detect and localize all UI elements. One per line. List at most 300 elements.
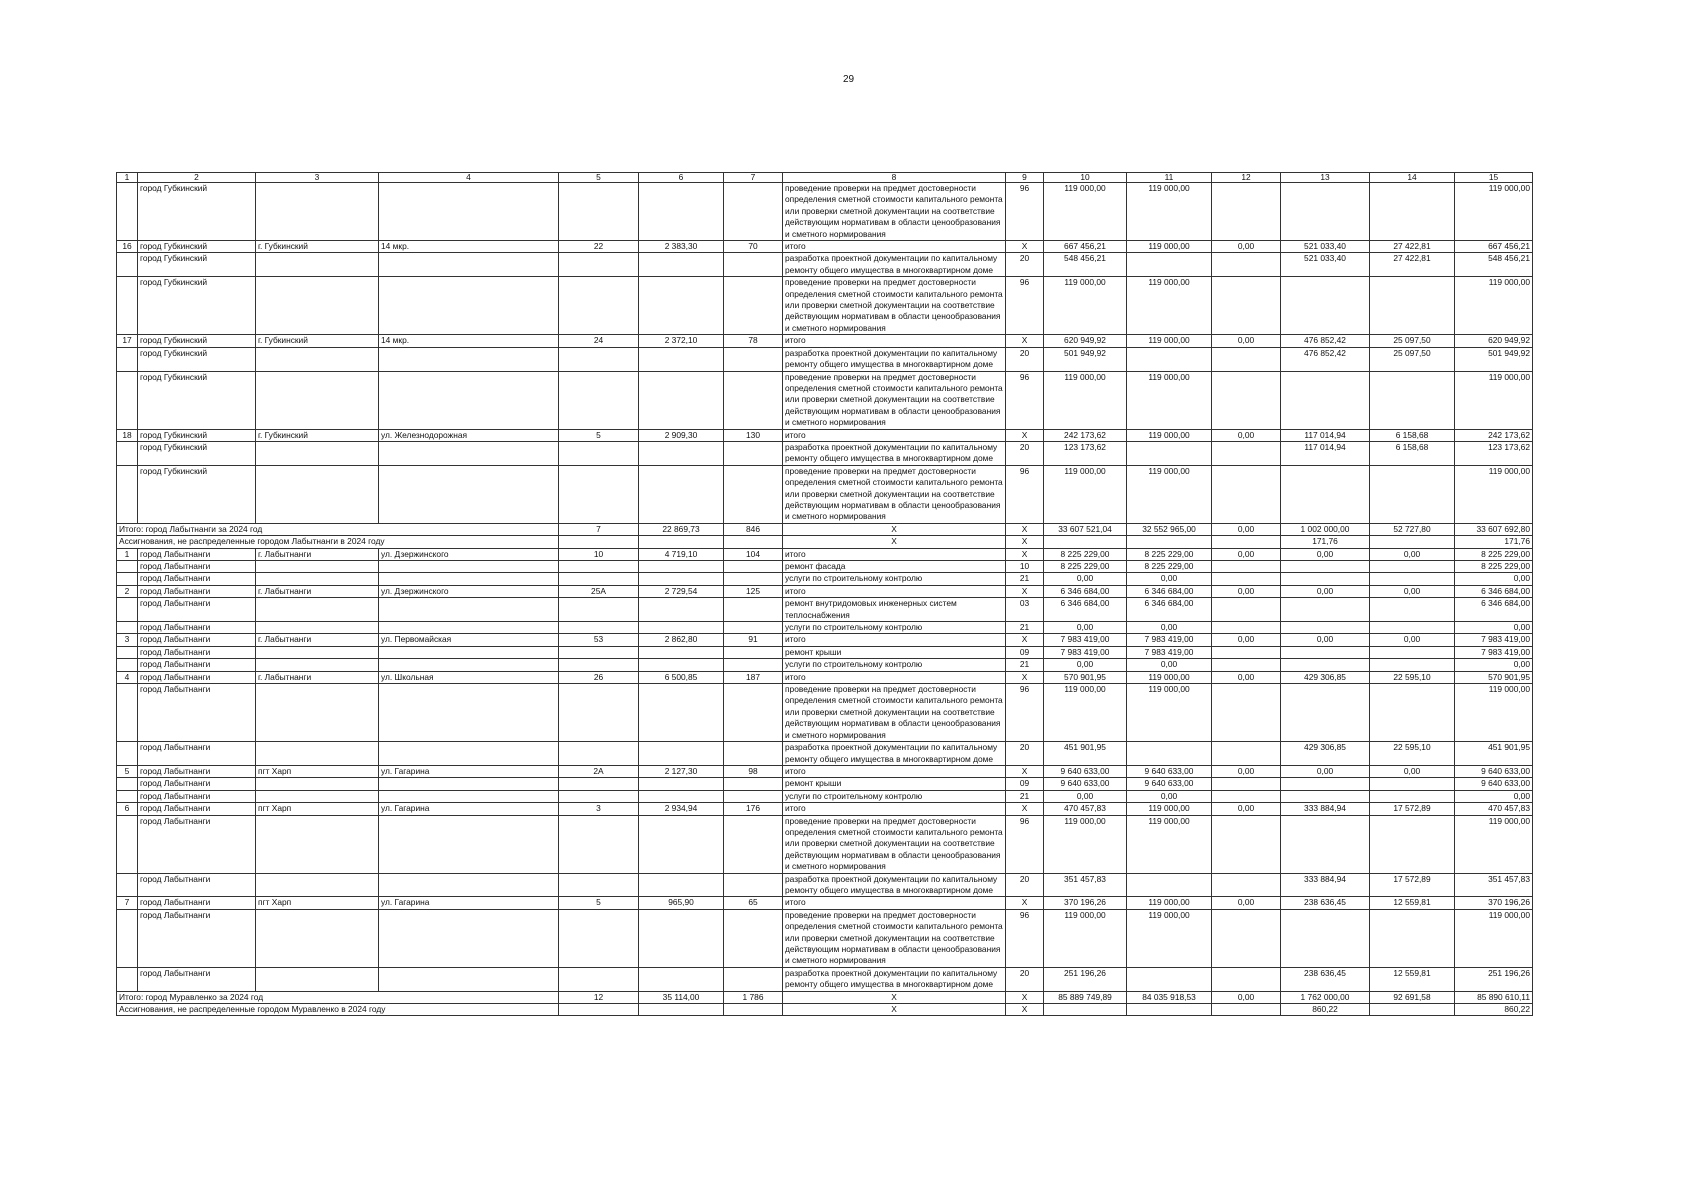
table-cell <box>1370 465 1455 523</box>
table-cell: 470 457,83 <box>1044 803 1127 815</box>
summary-cell: 85 890 610,11 <box>1455 991 1533 1003</box>
table-cell: 2 862,80 <box>639 634 724 646</box>
table-cell: 7 <box>117 897 138 909</box>
table-cell: 429 306,85 <box>1281 671 1370 683</box>
table-cell: 0,00 <box>1212 803 1281 815</box>
table-cell <box>639 371 724 429</box>
table-cell: 4 719,10 <box>639 548 724 560</box>
table-cell <box>559 790 639 802</box>
work-description-cell: проведение проверки на предмет достоверности определения сметной стоимости капитального ремонта или проверки сметной документации на соответствие действующим нормативам в области ценообразования и сметного нормирования <box>783 465 1006 523</box>
table-cell: г. Лабытнанги <box>256 585 379 597</box>
table-cell: 0,00 <box>1212 765 1281 777</box>
table-cell <box>379 598 559 622</box>
summary-cell: X <box>1006 536 1044 548</box>
table-cell <box>724 253 783 277</box>
table-cell: 370 196,26 <box>1044 897 1127 909</box>
summary-cell: X <box>783 991 1006 1003</box>
table-cell: 6 158,68 <box>1370 441 1455 465</box>
summary-label: Итого: город Лабытнанги за 2024 год <box>117 523 559 535</box>
summary-cell <box>559 1004 639 1016</box>
table-cell <box>1370 659 1455 671</box>
page-number: 29 <box>842 74 855 85</box>
table-cell <box>1281 646 1370 658</box>
work-description-cell: ремонт внутридомовых инженерных систем теплоснабжения <box>783 598 1006 622</box>
table-cell: 20 <box>1006 742 1044 766</box>
summary-row <box>117 536 1533 548</box>
table-cell <box>639 183 724 241</box>
table-cell: 09 <box>1006 646 1044 658</box>
header-cell: 3 <box>256 173 379 183</box>
table-cell <box>1127 253 1212 277</box>
table-cell: 187 <box>724 671 783 683</box>
table-cell: 119 000,00 <box>1127 241 1212 253</box>
table-cell <box>1281 573 1370 585</box>
summary-label: Ассигнования, не распределенные городом Лабытнанги в 2024 году <box>117 536 559 548</box>
table-cell: 22 595,10 <box>1370 742 1455 766</box>
summary-cell: 33 607 521,04 <box>1044 523 1127 535</box>
table-cell: 117 014,94 <box>1281 441 1370 465</box>
table-cell: город Лабытнанги <box>138 634 256 646</box>
table-cell <box>559 573 639 585</box>
table-cell: 238 636,45 <box>1281 967 1370 991</box>
table-cell: город Лабытнанги <box>138 967 256 991</box>
table-cell <box>1212 598 1281 622</box>
table-cell: 0,00 <box>1212 671 1281 683</box>
table-cell: город Губкинский <box>138 441 256 465</box>
table-cell: город Лабытнанги <box>138 803 256 815</box>
table-cell: 119 000,00 <box>1127 183 1212 241</box>
table-cell: 119 000,00 <box>1455 909 1533 967</box>
table-cell <box>1212 909 1281 967</box>
table-cell: 26 <box>559 671 639 683</box>
table-cell: 03 <box>1006 598 1044 622</box>
table-cell: 78 <box>724 335 783 347</box>
table-cell: 12 559,81 <box>1370 967 1455 991</box>
table-cell: X <box>1006 897 1044 909</box>
table-cell <box>256 277 379 335</box>
table-cell: 20 <box>1006 441 1044 465</box>
table-cell: 2 934,94 <box>639 803 724 815</box>
table-cell: 0,00 <box>1212 585 1281 597</box>
table-cell: 9 640 633,00 <box>1127 765 1212 777</box>
table-cell: 8 225 229,00 <box>1044 548 1127 560</box>
table-cell: 119 000,00 <box>1127 429 1212 441</box>
table-cell: 117 014,94 <box>1281 429 1370 441</box>
table-cell: 10 <box>1006 561 1044 573</box>
table-cell <box>639 561 724 573</box>
table-cell <box>256 815 379 873</box>
summary-cell: X <box>783 1004 1006 1016</box>
table-cell: 7 983 419,00 <box>1455 646 1533 658</box>
work-description-cell: разработка проектной документации по капитальному ремонту общего имущества в многоквартирном доме <box>783 873 1006 897</box>
summary-row <box>117 523 1533 535</box>
table-cell: 0,00 <box>1455 790 1533 802</box>
table-cell: пгт Харп <box>256 803 379 815</box>
table-row <box>117 335 1533 347</box>
table-cell: город Губкинский <box>138 241 256 253</box>
table-cell <box>559 873 639 897</box>
table-cell: 10 <box>559 548 639 560</box>
summary-cell <box>1370 536 1455 548</box>
work-description-cell: ремонт фасада <box>783 561 1006 573</box>
table-row <box>117 347 1533 371</box>
summary-label: Ассигнования, не распределенные городом Муравленко в 2024 году <box>117 1004 559 1016</box>
table-cell <box>1370 646 1455 658</box>
table-cell <box>724 277 783 335</box>
summary-cell: 171,76 <box>1281 536 1370 548</box>
table-cell <box>724 873 783 897</box>
table-cell <box>256 253 379 277</box>
summary-cell: 85 889 749,89 <box>1044 991 1127 1003</box>
table-cell: 451 901,95 <box>1455 742 1533 766</box>
table-cell <box>379 573 559 585</box>
summary-cell <box>1127 1004 1212 1016</box>
table-cell <box>1212 347 1281 371</box>
table-cell <box>117 659 138 671</box>
table-cell: 119 000,00 <box>1127 335 1212 347</box>
work-description-cell: услуги по строительному контролю <box>783 659 1006 671</box>
table-cell: ул. Гагарина <box>379 897 559 909</box>
table-cell: город Лабытнанги <box>138 659 256 671</box>
table-cell: 2 729,54 <box>639 585 724 597</box>
table-cell: г. Губкинский <box>256 429 379 441</box>
table-cell <box>379 967 559 991</box>
table-cell: 123 173,62 <box>1455 441 1533 465</box>
header-cell: 15 <box>1455 173 1533 183</box>
table-cell: X <box>1006 585 1044 597</box>
table-cell: 98 <box>724 765 783 777</box>
table-cell <box>1281 371 1370 429</box>
table-cell: 119 000,00 <box>1127 371 1212 429</box>
table-cell: 0,00 <box>1281 634 1370 646</box>
table-cell: ул. Первомайская <box>379 634 559 646</box>
table-cell <box>559 646 639 658</box>
table-cell: 123 173,62 <box>1044 441 1127 465</box>
table-cell: 6 346 684,00 <box>1044 585 1127 597</box>
table-cell: 119 000,00 <box>1455 371 1533 429</box>
table-cell <box>559 598 639 622</box>
table-cell: город Губкинский <box>138 465 256 523</box>
table-cell: город Лабытнанги <box>138 778 256 790</box>
table-cell <box>1212 790 1281 802</box>
summary-cell: X <box>1006 523 1044 535</box>
table-cell: 18 <box>117 429 138 441</box>
summary-cell: X <box>1006 991 1044 1003</box>
table-row <box>117 765 1533 777</box>
table-cell: 96 <box>1006 684 1044 742</box>
table-cell <box>639 598 724 622</box>
table-cell: 0,00 <box>1044 622 1127 634</box>
table-cell: 6 346 684,00 <box>1044 598 1127 622</box>
table-cell: 0,00 <box>1127 659 1212 671</box>
table-cell <box>379 253 559 277</box>
table-cell: 7 983 419,00 <box>1127 646 1212 658</box>
table-cell: 0,00 <box>1212 897 1281 909</box>
table-cell: 104 <box>724 548 783 560</box>
table-cell: пгт Харп <box>256 897 379 909</box>
table-cell <box>379 441 559 465</box>
table-cell: город Лабытнанги <box>138 742 256 766</box>
table-cell: 9 640 633,00 <box>1455 765 1533 777</box>
table-cell: 91 <box>724 634 783 646</box>
table-cell: ул. Дзержинского <box>379 548 559 560</box>
table-cell: 22 <box>559 241 639 253</box>
table-cell: 8 225 229,00 <box>1455 561 1533 573</box>
table-cell <box>639 967 724 991</box>
table-cell: 0,00 <box>1044 790 1127 802</box>
table-cell: 119 000,00 <box>1127 815 1212 873</box>
table-cell: ул. Гагарина <box>379 803 559 815</box>
table-cell <box>1281 561 1370 573</box>
table-cell: 5 <box>559 897 639 909</box>
header-cell: 13 <box>1281 173 1370 183</box>
summary-cell <box>1212 1004 1281 1016</box>
summary-cell: 0,00 <box>1212 991 1281 1003</box>
table-cell <box>256 646 379 658</box>
table-cell <box>559 441 639 465</box>
table-cell: 0,00 <box>1212 335 1281 347</box>
table-cell: 2 372,10 <box>639 335 724 347</box>
header-cell: 8 <box>783 173 1006 183</box>
table-cell: 6 <box>117 803 138 815</box>
table-cell: 119 000,00 <box>1044 277 1127 335</box>
table-cell: 21 <box>1006 622 1044 634</box>
table-cell <box>724 573 783 585</box>
table-cell <box>1281 598 1370 622</box>
table-cell <box>1212 253 1281 277</box>
table-cell <box>379 277 559 335</box>
table-cell: 7 983 419,00 <box>1127 634 1212 646</box>
table-cell: 22 595,10 <box>1370 671 1455 683</box>
table-cell: 20 <box>1006 253 1044 277</box>
table-cell <box>1127 347 1212 371</box>
table-cell <box>379 873 559 897</box>
table-cell: 25 097,50 <box>1370 347 1455 371</box>
table-row <box>117 967 1533 991</box>
work-description-cell: итого <box>783 335 1006 347</box>
summary-cell <box>724 536 783 548</box>
table-cell <box>379 561 559 573</box>
table-cell: 6 346 684,00 <box>1127 585 1212 597</box>
table-cell: 333 884,94 <box>1281 803 1370 815</box>
table-cell <box>559 684 639 742</box>
table-cell: 0,00 <box>1127 790 1212 802</box>
table-cell: 8 225 229,00 <box>1127 561 1212 573</box>
table-cell: 17 572,89 <box>1370 873 1455 897</box>
table-cell <box>724 646 783 658</box>
table-cell <box>117 742 138 766</box>
table-cell: 2 127,30 <box>639 765 724 777</box>
table-cell: 27 422,81 <box>1370 241 1455 253</box>
table-cell: город Лабытнанги <box>138 573 256 585</box>
summary-cell: 846 <box>724 523 783 535</box>
table-cell <box>724 561 783 573</box>
table-row <box>117 778 1533 790</box>
table-cell <box>117 371 138 429</box>
table-cell: 548 456,21 <box>1455 253 1533 277</box>
table-cell: 53 <box>559 634 639 646</box>
table-cell <box>559 253 639 277</box>
work-description-cell: итого <box>783 897 1006 909</box>
table-cell <box>379 790 559 802</box>
summary-row <box>117 991 1533 1003</box>
table-cell: X <box>1006 429 1044 441</box>
table-cell <box>639 873 724 897</box>
work-description-cell: проведение проверки на предмет достоверности определения сметной стоимости капитального ремонта или проверки сметной документации на соответствие действующим нормативам в области ценообразования и сметного нормирования <box>783 371 1006 429</box>
table-cell: 20 <box>1006 347 1044 371</box>
table-cell: 119 000,00 <box>1455 465 1533 523</box>
table-cell <box>1127 441 1212 465</box>
table-cell: ул. Железнодорожная <box>379 429 559 441</box>
summary-cell <box>1127 536 1212 548</box>
table-cell <box>1127 873 1212 897</box>
table-row <box>117 671 1533 683</box>
table-cell: 0,00 <box>1212 241 1281 253</box>
table-cell: 251 196,26 <box>1044 967 1127 991</box>
header-cell: 4 <box>379 173 559 183</box>
table-cell: ул. Дзержинского <box>379 585 559 597</box>
table-row <box>117 659 1533 671</box>
table-header <box>117 173 1533 183</box>
table-cell: 0,00 <box>1455 573 1533 585</box>
table-body <box>117 183 1533 1016</box>
table-row <box>117 441 1533 465</box>
budget-table <box>116 172 1533 1016</box>
table-row <box>117 742 1533 766</box>
header-cell: 5 <box>559 173 639 183</box>
summary-cell: 33 607 692,80 <box>1455 523 1533 535</box>
summary-cell <box>559 536 639 548</box>
table-cell: 17 572,89 <box>1370 803 1455 815</box>
summary-cell: X <box>1006 1004 1044 1016</box>
work-description-cell: проведение проверки на предмет достоверности определения сметной стоимости капитального ремонта или проверки сметной документации на соответствие действующим нормативам в области ценообразования и сметного нормирования <box>783 909 1006 967</box>
summary-cell: 92 691,58 <box>1370 991 1455 1003</box>
table-cell <box>117 815 138 873</box>
header-cell: 7 <box>724 173 783 183</box>
table-cell <box>117 622 138 634</box>
table-cell <box>1281 659 1370 671</box>
table-cell: 0,00 <box>1212 429 1281 441</box>
table-cell: город Лабытнанги <box>138 815 256 873</box>
table-cell: 119 000,00 <box>1455 684 1533 742</box>
table-cell <box>117 873 138 897</box>
work-description-cell: итого <box>783 241 1006 253</box>
table-cell: город Лабытнанги <box>138 790 256 802</box>
table-cell: город Губкинский <box>138 277 256 335</box>
table-cell: 2А <box>559 765 639 777</box>
table-cell: 119 000,00 <box>1044 909 1127 967</box>
table-cell <box>117 573 138 585</box>
table-cell <box>256 183 379 241</box>
table-cell: 6 346 684,00 <box>1455 585 1533 597</box>
table-cell <box>559 561 639 573</box>
table-cell <box>724 371 783 429</box>
table-cell: 8 225 229,00 <box>1044 561 1127 573</box>
table-cell: 9 640 633,00 <box>1127 778 1212 790</box>
table-cell <box>639 659 724 671</box>
table-cell <box>1281 465 1370 523</box>
table-cell <box>559 659 639 671</box>
table-cell: 119 000,00 <box>1455 277 1533 335</box>
table-row <box>117 585 1533 597</box>
table-row <box>117 371 1533 429</box>
table-row <box>117 561 1533 573</box>
table-cell: 21 <box>1006 659 1044 671</box>
table-row <box>117 598 1533 622</box>
table-cell: 0,00 <box>1044 573 1127 585</box>
table-cell: город Губкинский <box>138 253 256 277</box>
table-cell <box>724 909 783 967</box>
table-row <box>117 277 1533 335</box>
table-cell: 14 мкр. <box>379 335 559 347</box>
work-description-cell: разработка проектной документации по капитальному ремонту общего имущества в многоквартирном доме <box>783 967 1006 991</box>
table-cell <box>1212 465 1281 523</box>
table-cell: 119 000,00 <box>1044 684 1127 742</box>
table-cell <box>1370 598 1455 622</box>
table-cell: г. Губкинский <box>256 241 379 253</box>
table-cell <box>379 622 559 634</box>
work-description-cell: разработка проектной документации по капитальному ремонту общего имущества в многоквартирном доме <box>783 347 1006 371</box>
table-cell <box>559 909 639 967</box>
table-cell: 238 636,45 <box>1281 897 1370 909</box>
table-row <box>117 803 1533 815</box>
work-description-cell: разработка проектной документации по капитальному ремонту общего имущества в многоквартирном доме <box>783 253 1006 277</box>
table-cell: 6 346 684,00 <box>1455 598 1533 622</box>
table-cell: 5 <box>559 429 639 441</box>
table-cell: 570 901,95 <box>1455 671 1533 683</box>
table-cell <box>724 778 783 790</box>
work-description-cell: разработка проектной документации по капитальному ремонту общего имущества в многоквартирном доме <box>783 742 1006 766</box>
table-cell: 351 457,83 <box>1455 873 1533 897</box>
table-cell: 0,00 <box>1281 765 1370 777</box>
table-cell: 25А <box>559 585 639 597</box>
work-description-cell: проведение проверки на предмет достоверности определения сметной стоимости капитального ремонта или проверки сметной документации на соответствие действующим нормативам в области ценообразования и сметного нормирования <box>783 684 1006 742</box>
table-cell <box>1281 815 1370 873</box>
table-cell <box>639 646 724 658</box>
table-cell: г. Лабытнанги <box>256 634 379 646</box>
table-cell: 501 949,92 <box>1455 347 1533 371</box>
table-cell <box>379 684 559 742</box>
table-cell <box>1281 277 1370 335</box>
header-cell: 2 <box>138 173 256 183</box>
table-row <box>117 465 1533 523</box>
table-cell <box>256 561 379 573</box>
table-row <box>117 241 1533 253</box>
table-cell <box>1212 646 1281 658</box>
table-cell: 251 196,26 <box>1455 967 1533 991</box>
table-cell <box>724 183 783 241</box>
table-cell <box>256 659 379 671</box>
table-cell <box>1212 967 1281 991</box>
table-cell: 476 852,42 <box>1281 335 1370 347</box>
header-cell: 10 <box>1044 173 1127 183</box>
table-cell: 667 456,21 <box>1455 241 1533 253</box>
table-cell: пгт Харп <box>256 765 379 777</box>
table-cell: 17 <box>117 335 138 347</box>
table-cell <box>639 778 724 790</box>
table-cell: 119 000,00 <box>1127 684 1212 742</box>
table-cell: 119 000,00 <box>1044 465 1127 523</box>
work-description-cell: итого <box>783 429 1006 441</box>
table-cell: 0,00 <box>1281 585 1370 597</box>
table-cell <box>256 465 379 523</box>
table-cell: 6 500,85 <box>639 671 724 683</box>
table-cell: X <box>1006 634 1044 646</box>
table-cell <box>117 441 138 465</box>
table-cell: 0,00 <box>1281 548 1370 560</box>
work-description-cell: итого <box>783 671 1006 683</box>
table-cell: город Губкинский <box>138 371 256 429</box>
